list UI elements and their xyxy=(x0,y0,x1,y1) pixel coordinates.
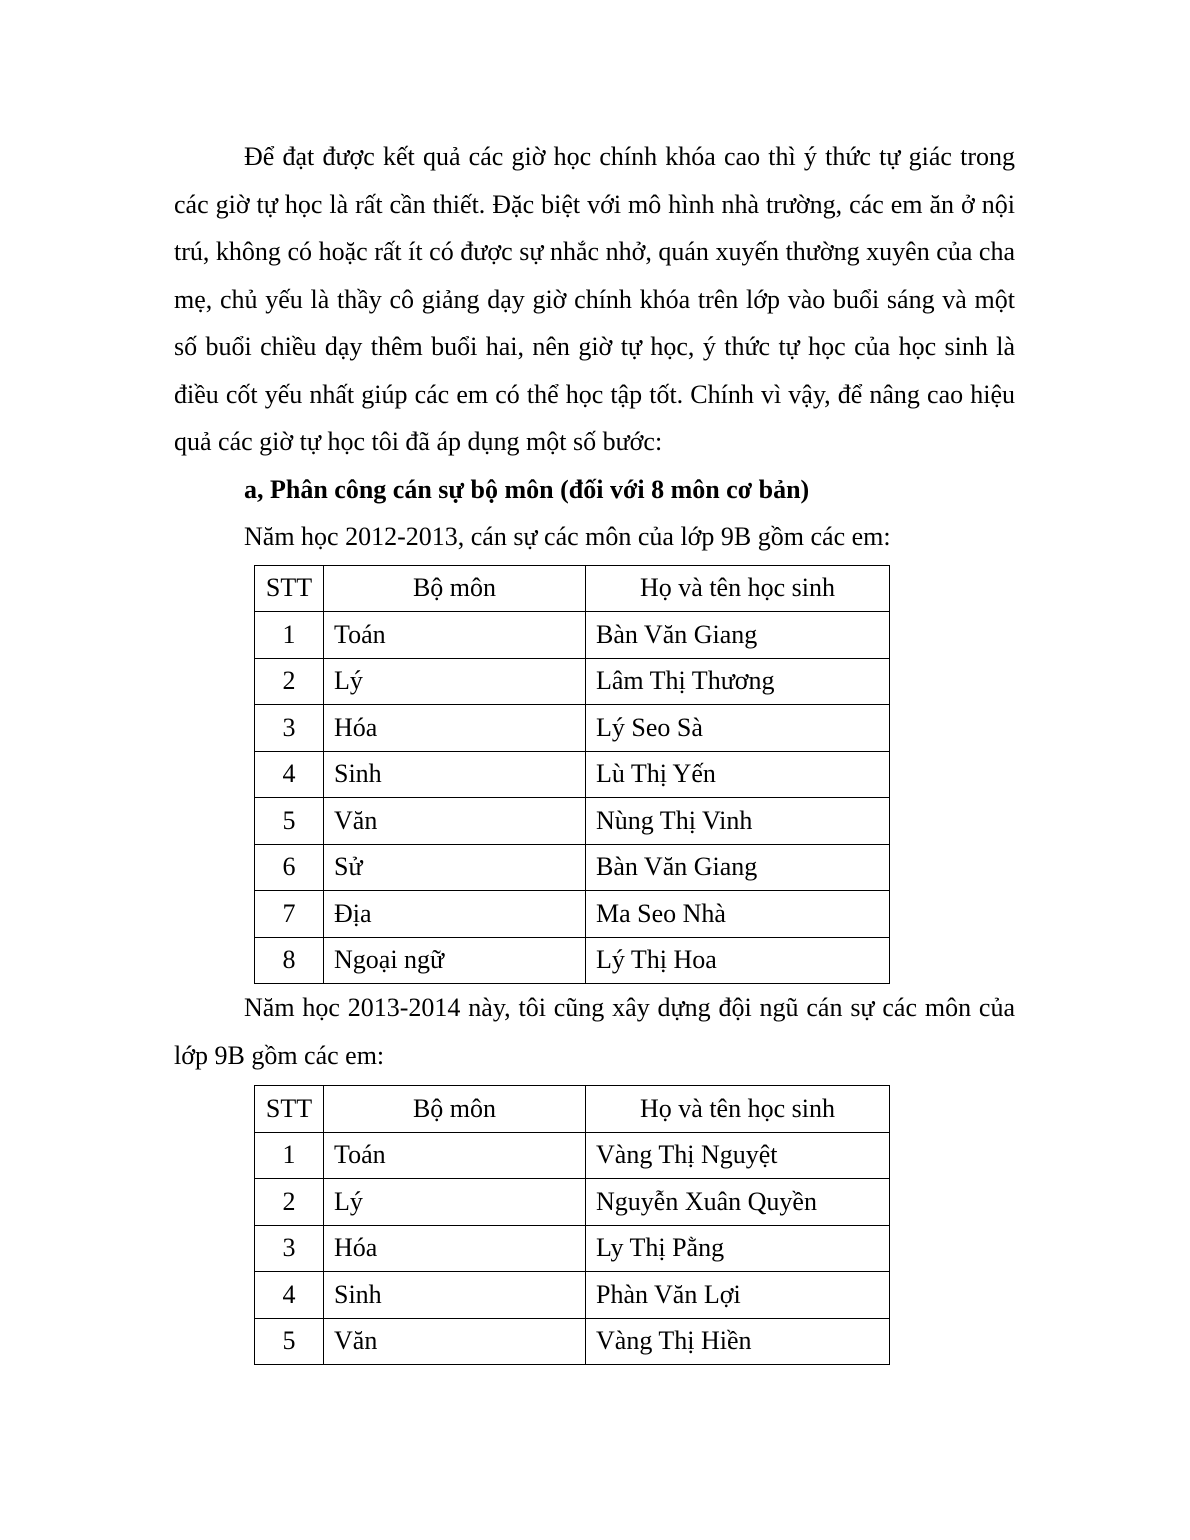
table-row xyxy=(255,751,890,798)
cell-stt: 1 xyxy=(255,1132,324,1179)
cell-stt: 5 xyxy=(255,1318,324,1365)
cell-stt: 3 xyxy=(255,1225,324,1272)
header-subject: Bộ môn xyxy=(324,1086,586,1133)
cell-student-name: Bàn Văn Giang xyxy=(586,612,890,659)
cell-subject: Lý xyxy=(324,1179,586,1226)
cell-subject: Hóa xyxy=(324,1225,586,1272)
cell-student-name: Ly Thị Pằng xyxy=(586,1225,890,1272)
cell-subject: Địa xyxy=(324,891,586,938)
table-row xyxy=(255,937,890,984)
roster-table-2012-2013 xyxy=(254,565,890,985)
table-row xyxy=(255,1225,890,1272)
cell-student-name: Lý Thị Hoa xyxy=(586,937,890,984)
table-row xyxy=(255,658,890,705)
cell-student-name: Nùng Thị Vinh xyxy=(586,798,890,845)
cell-subject: Hóa xyxy=(324,705,586,752)
cell-student-name: Lù Thị Yến xyxy=(586,751,890,798)
cell-student-name: Bàn Văn Giang xyxy=(586,844,890,891)
table-row xyxy=(255,1318,890,1365)
cell-stt: 6 xyxy=(255,844,324,891)
cell-subject: Toán xyxy=(324,1132,586,1179)
cell-student-name: Nguyễn Xuân Quyền xyxy=(586,1179,890,1226)
table-row xyxy=(255,612,890,659)
table-row xyxy=(255,798,890,845)
cell-subject: Sử xyxy=(324,844,586,891)
header-student-name: Họ và tên học sinh xyxy=(586,1086,890,1133)
cell-stt: 2 xyxy=(255,1179,324,1226)
cell-stt: 8 xyxy=(255,937,324,984)
cell-subject: Văn xyxy=(324,1318,586,1365)
cell-stt: 2 xyxy=(255,658,324,705)
table-header-row xyxy=(255,565,890,612)
body-paragraph: Để đạt được kết quả các giờ học chính khóa cao thì ý thức tự giác trong các giờ tự học là rất cần thiết. Đặc biệt với mô hình nhà trường, các em ăn ở nội trú, không có hoặc rất ít có được sự nhắc nhở, quán xuyến thường xuyên của cha mẹ, chủ yếu là thầy cô giảng dạy giờ chính khóa trên lớp vào buổi sáng và một số buổi chiều dạy thêm buổi hai, nên giờ tự học, ý thức tự học của học sinh là điều cốt yếu nhất giúp các em có thể học tập tốt. Chính vì vậy, để nâng cao hiệu quả các giờ tự học tôi đã áp dụng một số bước: xyxy=(174,142,1015,456)
cell-student-name: Lý Seo Sà xyxy=(586,705,890,752)
cell-student-name: Vàng Thị Hiền xyxy=(586,1318,890,1365)
cell-subject: Lý xyxy=(324,658,586,705)
roster-table-2013-2014 xyxy=(254,1085,890,1365)
cell-subject: Sinh xyxy=(324,1272,586,1319)
table-row xyxy=(255,705,890,752)
cell-student-name: Ma Seo Nhà xyxy=(586,891,890,938)
header-subject: Bộ môn xyxy=(324,565,586,612)
table-row xyxy=(255,891,890,938)
cell-stt: 4 xyxy=(255,751,324,798)
cell-stt: 1 xyxy=(255,612,324,659)
cell-subject: Toán xyxy=(324,612,586,659)
document-page xyxy=(174,133,1015,1365)
cell-student-name: Phàn Văn Lợi xyxy=(586,1272,890,1319)
table-row xyxy=(255,1272,890,1319)
cell-stt: 5 xyxy=(255,798,324,845)
intro-2013-2014: Năm học 2013-2014 này, tôi cũng xây dựng đội ngũ cán sự các môn của lớp 9B gồm các em: xyxy=(174,993,1015,1070)
section-heading: a, Phân công cán sự bộ môn (đối với 8 môn cơ bản) xyxy=(244,474,810,504)
table-row xyxy=(255,844,890,891)
cell-stt: 7 xyxy=(255,891,324,938)
cell-student-name: Vàng Thị Nguyệt xyxy=(586,1132,890,1179)
intro-2012-2013: Năm học 2012-2013, cán sự các môn của lớp 9B gồm các em: xyxy=(244,522,891,551)
cell-stt: 4 xyxy=(255,1272,324,1319)
cell-subject: Sinh xyxy=(324,751,586,798)
cell-stt: 3 xyxy=(255,705,324,752)
header-student-name: Họ và tên học sinh xyxy=(586,565,890,612)
cell-subject: Ngoại ngữ xyxy=(324,937,586,984)
table-header-row xyxy=(255,1086,890,1133)
cell-student-name: Lâm Thị Thương xyxy=(586,658,890,705)
cell-subject: Văn xyxy=(324,798,586,845)
table-row xyxy=(255,1179,890,1226)
table-row xyxy=(255,1132,890,1179)
header-stt: STT xyxy=(255,565,324,612)
header-stt: STT xyxy=(255,1086,324,1133)
